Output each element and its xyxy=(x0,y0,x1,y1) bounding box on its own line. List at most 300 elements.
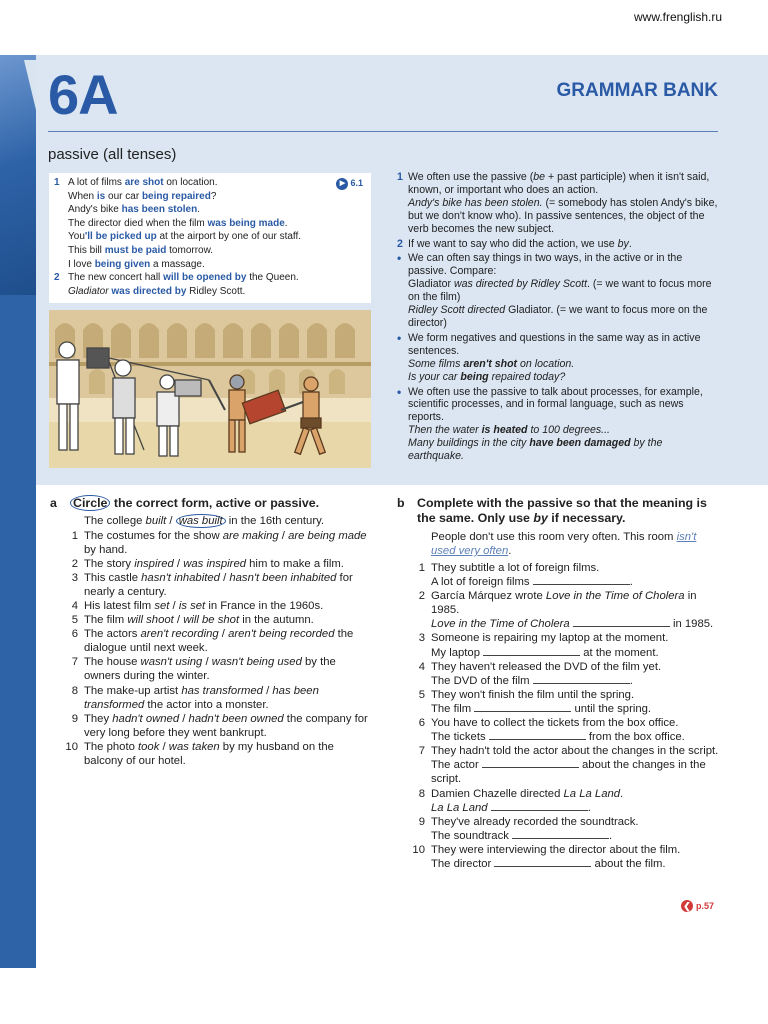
exercise-b-item xyxy=(397,660,721,688)
example-number xyxy=(54,203,68,217)
exercise-b-letter: b xyxy=(397,496,405,510)
text-run: / xyxy=(173,614,184,627)
item-text xyxy=(431,688,651,716)
example-text xyxy=(68,176,218,190)
text-run: The film xyxy=(84,614,128,627)
item-line xyxy=(431,702,651,716)
rule-text xyxy=(408,437,721,463)
text-run: Gladiator xyxy=(68,285,109,297)
text-run: They xyxy=(84,712,113,725)
text-run: by my husband on the balcony of our hotel. xyxy=(84,740,334,767)
text-run: by the earthquake. xyxy=(408,437,663,463)
text-run: has been stolen xyxy=(121,204,198,216)
text-run: hasn't inhabited xyxy=(141,571,220,584)
exercise-a xyxy=(50,496,370,768)
text-run: for nearly a century. xyxy=(84,571,353,598)
item-line xyxy=(431,716,685,730)
text-run: / xyxy=(218,628,229,641)
text-run: took xyxy=(138,740,160,753)
exercise-b-item xyxy=(397,688,721,716)
rule-marker xyxy=(397,437,408,463)
text-run: . xyxy=(629,576,633,589)
item-text xyxy=(84,529,370,557)
text-run: at the airport by one of our staff. xyxy=(156,231,302,243)
item-text xyxy=(84,712,370,740)
text-run: A lot of foreign films xyxy=(431,576,533,589)
text-run[interactable]: was built xyxy=(176,514,226,528)
text-run: La La Land xyxy=(563,787,621,800)
text-run: / xyxy=(262,684,273,697)
text-run: was taken xyxy=(168,740,220,753)
item-number: 3 xyxy=(418,632,425,645)
exercise-b-item xyxy=(397,787,721,815)
text-run: aren't recording xyxy=(140,628,219,641)
example-number xyxy=(54,217,68,231)
item-text xyxy=(84,627,370,655)
text-run: I love xyxy=(68,258,95,270)
rule-example xyxy=(397,371,721,384)
text-run: are making xyxy=(222,529,279,542)
text-run: The director xyxy=(431,857,495,870)
rule-marker: • xyxy=(397,251,402,266)
text-run: / xyxy=(278,529,289,542)
text-run: . xyxy=(620,787,624,800)
text-run: aren't shot xyxy=(463,357,518,370)
text-run: the actor into a monster. xyxy=(144,698,269,711)
text-run: Gladiator. (= we want to focus more on the director) xyxy=(408,304,708,329)
page-number: 142 xyxy=(8,991,29,1005)
exercise-a-item[interactable] xyxy=(50,599,370,613)
item-line xyxy=(431,730,685,744)
text-run: Ridley Scott directed xyxy=(408,304,506,317)
example-text xyxy=(68,258,205,272)
text-run: The photo xyxy=(84,740,139,753)
rule-example xyxy=(397,358,721,371)
rule-text xyxy=(408,238,632,251)
answer-blank[interactable] xyxy=(533,674,630,684)
examples-list xyxy=(54,176,363,298)
item-text xyxy=(84,571,370,599)
item-text xyxy=(431,843,680,871)
exercise-b-item xyxy=(397,589,721,631)
item-text xyxy=(431,716,685,744)
examples-box xyxy=(49,173,371,303)
item-text xyxy=(84,655,370,683)
item-line xyxy=(431,801,623,815)
text-run: Andy's bike has been stolen. xyxy=(408,196,543,209)
text-run: / xyxy=(219,571,230,584)
text-run: Someone is repairing my laptop at the moment. xyxy=(431,632,669,645)
topic-title: passive (all tenses) xyxy=(48,146,177,163)
site-url[interactable]: www.frenglish.ru xyxy=(634,10,723,24)
text-run: about the film. xyxy=(591,857,666,870)
item-line xyxy=(431,660,661,674)
item-line xyxy=(431,857,680,871)
text-run: inspired xyxy=(134,557,174,570)
rule-text xyxy=(408,197,721,236)
illustration-svg xyxy=(49,310,371,468)
text-run: hasn't been inhabited xyxy=(229,571,337,584)
item-number: 5 xyxy=(418,688,425,701)
item-number: 8 xyxy=(418,787,425,800)
item-text xyxy=(84,514,324,528)
section-title: GRAMMAR BANK xyxy=(556,80,718,101)
example-text xyxy=(68,217,288,231)
item-number: 10 xyxy=(412,843,425,856)
text-run: We often use the passive ( xyxy=(408,171,534,183)
text-run: are being made xyxy=(288,529,367,542)
example-sentence xyxy=(54,285,363,299)
item-line xyxy=(431,758,721,786)
text-run: hadn't owned xyxy=(112,712,180,725)
example-number xyxy=(54,230,68,244)
text-run: by xyxy=(617,237,629,250)
exercise-b-item xyxy=(397,716,721,744)
text-run: tomorrow. xyxy=(166,244,214,256)
item-line xyxy=(431,646,668,660)
exercise-a-heading xyxy=(50,496,370,511)
text-run: / xyxy=(179,712,189,725)
text-run: being xyxy=(460,370,489,383)
text-run: We often use the passive to talk about processes, for example, scientific processes, and in formal language, such as news reports. xyxy=(408,385,703,424)
example-number xyxy=(54,190,68,204)
text-run: Then the water xyxy=(408,424,482,437)
text-run: Love in the Time of Cholera xyxy=(545,590,685,603)
item-line xyxy=(431,631,668,645)
text-run: / xyxy=(159,740,169,753)
exercise-a-item[interactable] xyxy=(50,655,370,683)
text-run: . xyxy=(609,829,613,842)
answer-blank[interactable] xyxy=(573,617,670,627)
text-run: him to make a film. xyxy=(246,557,344,570)
rule-marker xyxy=(397,371,408,384)
text-run: / xyxy=(166,515,176,528)
item-line xyxy=(431,575,633,589)
item-text xyxy=(84,740,370,768)
text-run: His latest film xyxy=(84,599,155,612)
item-text xyxy=(431,787,623,815)
text-run: until the spring. xyxy=(571,702,652,715)
example-sentence xyxy=(54,230,363,244)
item-number: 4 xyxy=(71,599,78,612)
text-run: set xyxy=(154,599,170,612)
item-number: 7 xyxy=(418,745,425,758)
text-run: The costumes for the show xyxy=(84,529,223,542)
text-run: . xyxy=(587,801,591,814)
item-number xyxy=(397,530,431,558)
item-number: 3 xyxy=(71,571,78,584)
rule-marker: 1 xyxy=(397,171,403,183)
grammar-rules xyxy=(397,171,721,465)
text-run: . xyxy=(629,674,633,687)
exercise-b-item xyxy=(397,561,721,589)
text-run: The actors xyxy=(84,628,141,641)
answer-blank[interactable] xyxy=(489,730,586,740)
text-run: / xyxy=(202,656,212,669)
example-text xyxy=(68,230,301,244)
rule-point xyxy=(397,252,721,278)
exercise-b-item xyxy=(397,744,721,786)
rule-marker: • xyxy=(397,384,402,399)
text-run: They've already recorded the soundtrack. xyxy=(431,815,639,828)
rule-text xyxy=(408,304,721,330)
text-run: aren't being recorded xyxy=(228,628,335,641)
item-text xyxy=(431,589,721,631)
item-line xyxy=(431,617,721,631)
answer-blank[interactable] xyxy=(483,646,580,656)
rule-text xyxy=(408,171,721,197)
text-run: was directed by xyxy=(111,285,187,297)
rule-text xyxy=(408,386,721,425)
text-run: They were interviewing the director about the film. xyxy=(431,843,681,856)
rule-marker xyxy=(397,278,408,304)
exercise-a-item[interactable] xyxy=(50,514,370,528)
text-run: (= somebody has stolen Andy's bike, but we don't know who). In passive sentences, the object of the verb becomes the new subject. xyxy=(408,196,718,235)
item-text xyxy=(431,815,639,843)
rule-marker: • xyxy=(397,330,402,345)
rule-example xyxy=(397,197,721,236)
text-run: from the box office. xyxy=(585,731,685,744)
item-text xyxy=(431,631,668,659)
rule-point xyxy=(397,332,721,358)
text-run: our car xyxy=(105,190,142,202)
item-number: 7 xyxy=(71,656,78,669)
example-sentence xyxy=(54,190,363,204)
text-run: was inspired xyxy=(183,557,247,570)
text-run: They subtitle a lot of foreign films. xyxy=(431,562,600,574)
text-run: The soundtrack xyxy=(431,829,513,842)
text-run: about the changes in the script. xyxy=(431,759,706,786)
bar-gradient xyxy=(0,55,36,295)
text-run: in 1985. xyxy=(669,618,714,631)
text-run: The actor xyxy=(431,759,482,772)
text-run: has been transformed xyxy=(84,684,319,711)
text-run: in France in the 1960s. xyxy=(205,599,324,612)
text-run: If we want to say who did the action, we use xyxy=(408,237,618,250)
rule-text xyxy=(408,424,610,437)
item-text xyxy=(431,660,661,688)
answer-blank[interactable] xyxy=(494,857,591,867)
item-number: 10 xyxy=(65,740,78,753)
example-number xyxy=(54,285,68,299)
item-line xyxy=(431,674,661,688)
exercise-a-letter: a xyxy=(50,496,57,510)
exercise-a-item[interactable] xyxy=(50,684,370,712)
text-run: The new concert hall xyxy=(68,272,164,284)
text-run: The college xyxy=(84,515,146,528)
text-run: in the 16th century. xyxy=(225,515,325,528)
text-run: to 100 degrees... xyxy=(527,424,611,437)
text-run: We form negatives and questions in the same way as in active sentences. xyxy=(408,331,701,357)
text-run: the dialogue until next week. xyxy=(84,628,354,655)
item-text xyxy=(84,557,344,571)
exercise-a-item[interactable] xyxy=(50,557,370,571)
text-run: This castle xyxy=(84,571,142,584)
exercise-b-instruction-end: if necessary. xyxy=(547,511,626,526)
item-number: 2 xyxy=(418,590,425,603)
item-number: 1 xyxy=(71,529,78,542)
item-text xyxy=(431,530,721,558)
text-run: They haven't released the DVD of the film yet. xyxy=(431,660,662,673)
exercise-b-instruction: Complete with the passive so that the meaning is the same. Only use xyxy=(417,496,707,526)
text-run: was being made xyxy=(207,217,285,229)
exercise-a-item[interactable] xyxy=(50,627,370,655)
text-run: The DVD of the film xyxy=(431,674,533,687)
item-text xyxy=(84,599,323,613)
text-run: will be opened by xyxy=(163,272,247,284)
rule-example xyxy=(397,424,721,437)
text-run: . xyxy=(284,217,288,229)
circle-keyword: Circle xyxy=(70,495,110,511)
answer-blank[interactable] xyxy=(512,829,609,839)
rule-example xyxy=(397,437,721,463)
exercise-a-item[interactable] xyxy=(50,529,370,557)
text-run: . (= we want to focus more on the film) xyxy=(408,278,712,304)
text-run: ? xyxy=(210,190,217,202)
text-run: the company for very long before they went bankrupt. xyxy=(84,712,368,739)
text-run: The director died when the film xyxy=(68,217,208,229)
example-number xyxy=(54,244,68,258)
rule-example xyxy=(397,304,721,330)
item-number: 8 xyxy=(71,684,78,697)
rule-marker xyxy=(397,304,408,330)
text-run: Is your car xyxy=(408,370,461,383)
rule-point xyxy=(397,386,721,425)
gladiator-film-set-illustration xyxy=(49,310,371,468)
example-number: 1 xyxy=(54,177,60,188)
back-link[interactable] xyxy=(681,900,714,912)
item-text xyxy=(84,684,370,712)
rule-marker xyxy=(397,358,408,371)
text-run: is xyxy=(96,190,106,202)
answer-blank[interactable] xyxy=(474,702,571,712)
answer-blank[interactable] xyxy=(491,801,588,811)
text-run: by the owners during the winter. xyxy=(84,656,336,683)
item-text xyxy=(431,744,721,786)
text-run: by hand. xyxy=(84,543,128,556)
item-line xyxy=(431,829,639,843)
item-number: 2 xyxy=(71,557,78,570)
text-run: a massage. xyxy=(150,258,205,270)
example-sentence xyxy=(54,176,363,190)
item-number: 6 xyxy=(71,628,78,641)
exercise-a-item[interactable] xyxy=(50,712,370,740)
example-sentence xyxy=(54,244,363,258)
example-number xyxy=(54,258,68,272)
text-run: are shot xyxy=(124,177,164,188)
example-sentence xyxy=(54,217,363,231)
example-sentence xyxy=(54,258,363,272)
text-run: You xyxy=(68,231,85,243)
item-line xyxy=(431,815,639,829)
rule-marker: 2 xyxy=(397,237,403,250)
text-run: hadn't been owned xyxy=(188,712,284,725)
exercise-b-item xyxy=(397,631,721,659)
example-text xyxy=(68,203,200,217)
exercise-b-items xyxy=(397,530,721,871)
text-run: They won't finish the film until the spring. xyxy=(431,688,635,701)
text-run: Ridley Scott. xyxy=(186,285,246,297)
item-line xyxy=(431,561,633,575)
item-number xyxy=(50,514,84,528)
text-run: + past participle) when it isn't said, known, or important who does an action. xyxy=(408,171,710,196)
text-run: at the moment. xyxy=(580,646,659,659)
item-line xyxy=(431,530,721,558)
text-run: When xyxy=(68,190,97,202)
text-run: is set xyxy=(178,599,206,612)
item-number: 1 xyxy=(418,562,425,574)
text-run: is heated xyxy=(481,424,528,437)
rule-text xyxy=(408,371,565,384)
item-text xyxy=(84,613,314,627)
item-line xyxy=(431,589,721,617)
text-run: / xyxy=(169,599,179,612)
text-run: repaired today? xyxy=(488,370,566,383)
text-run: My laptop xyxy=(431,646,484,659)
example-sentence xyxy=(54,203,363,217)
text-run: was directed by Ridley Scott xyxy=(453,278,588,291)
text-run: . xyxy=(628,237,632,250)
rule-marker xyxy=(397,424,408,437)
rule-marker xyxy=(397,197,408,236)
back-arrow-icon[interactable]: ❮ xyxy=(681,900,693,912)
example-number: 2 xyxy=(54,272,60,284)
text-run: in the autumn. xyxy=(239,614,314,627)
header-divider xyxy=(48,131,718,132)
text-run: wasn't using xyxy=(140,656,203,669)
text-run: The tickets xyxy=(431,731,489,744)
item-line xyxy=(431,744,721,758)
item-number: 9 xyxy=(418,815,425,828)
example-text xyxy=(68,244,213,258)
exercise-b xyxy=(397,496,721,871)
text-run: People don't use this room very often. This room xyxy=(431,530,677,543)
text-run: . xyxy=(508,544,512,557)
text-run: have been damaged xyxy=(529,437,631,450)
exercise-a-items xyxy=(50,514,370,768)
exercise-b-item xyxy=(397,843,721,871)
answer-blank[interactable] xyxy=(533,575,630,585)
exercise-a-item[interactable] xyxy=(50,571,370,599)
exercise-a-item[interactable] xyxy=(50,613,370,627)
text-run: Andy's bike xyxy=(68,204,122,216)
example-sentence xyxy=(54,271,363,285)
speaker-icon[interactable]: ▶ xyxy=(336,178,348,190)
item-number: 4 xyxy=(418,660,425,673)
example-text xyxy=(68,285,245,299)
text-run: on location. xyxy=(517,357,575,370)
exercise-a-item[interactable] xyxy=(50,740,370,768)
example-text xyxy=(68,271,299,285)
back-link-label: p.57 xyxy=(696,901,715,911)
text-run: García Márquez wrote xyxy=(431,590,546,603)
item-number: 5 xyxy=(71,614,78,627)
item-line xyxy=(431,688,651,702)
rule-text xyxy=(408,358,574,371)
text-run: Some films xyxy=(408,357,464,370)
exercise-a-instruction: the correct form, active or passive. xyxy=(110,496,320,510)
text-run: This bill xyxy=(68,244,105,256)
text-run: in 1985. xyxy=(431,590,697,617)
exercise-b-item xyxy=(397,815,721,843)
text-run: will be shot xyxy=(183,614,240,627)
rule-point xyxy=(397,238,721,251)
item-number: 9 xyxy=(71,712,78,725)
audio-track[interactable] xyxy=(336,177,363,191)
model-answer: isn't used very often xyxy=(431,530,697,557)
answer-blank[interactable] xyxy=(482,758,579,768)
text-run: The story xyxy=(84,557,135,570)
